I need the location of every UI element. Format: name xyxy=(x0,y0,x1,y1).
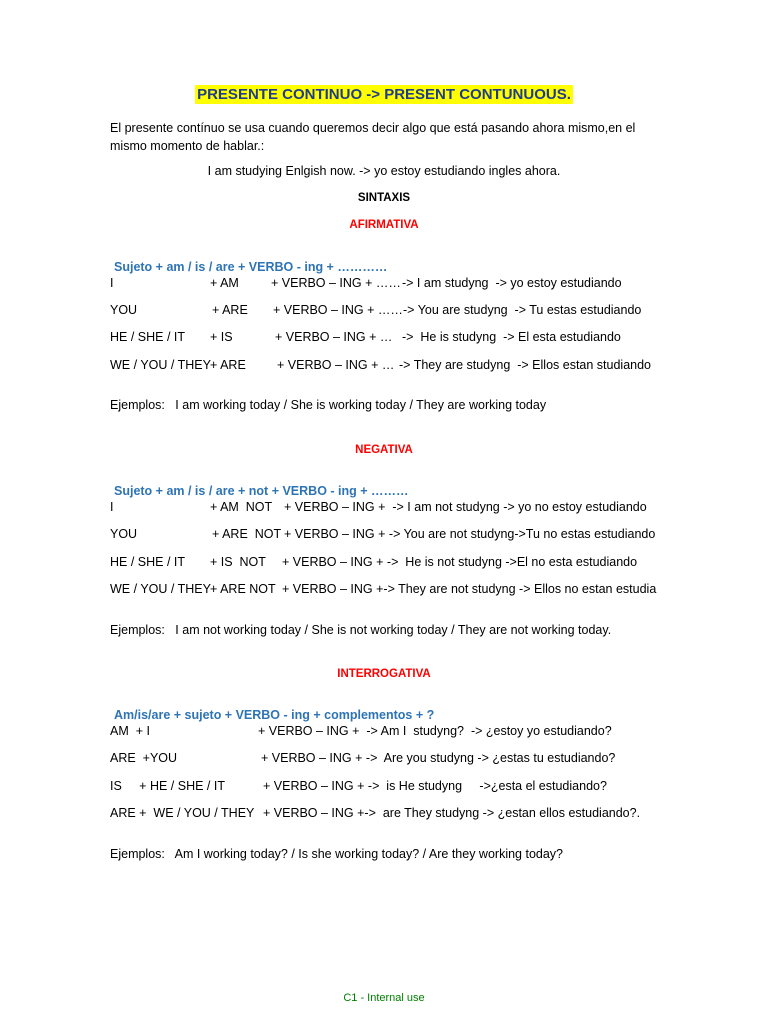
subject: HE / SHE / IT xyxy=(110,330,186,344)
auxiliary: + IS NOT xyxy=(210,555,266,569)
auxiliary-subject: IS + HE / SHE / IT xyxy=(110,779,225,793)
verb-translation: + VERBO – ING + -> is He studyng ->¿esta el estudiando? xyxy=(263,779,607,793)
page-title xyxy=(0,86,768,103)
translation: -> You are studyng -> Tu estas estudiando xyxy=(403,303,642,317)
subject: HE / SHE / IT xyxy=(110,555,186,569)
verb-translation: + VERBO – ING +-> are They studyng -> ¿estan ellos estudiando?. xyxy=(263,806,641,820)
verb-translation: + VERBO – ING + -> Are you studyng -> ¿estas tu estudiando? xyxy=(261,751,616,765)
intro-line-1: El presente contínuo se usa cuando queremos decir algo que está pasando ahora mismo,en el xyxy=(110,121,636,135)
translation: -> I am studyng -> yo estoy estudiando xyxy=(402,276,622,290)
verb-translation: + VERBO – ING + -> You are not studyng->Tu no estas estudiando xyxy=(284,527,656,541)
title-text: PRESENTE CONTINUO -> PRESENT CONTUNUOUS. xyxy=(197,86,571,103)
subject: I xyxy=(110,500,114,514)
subject: I xyxy=(110,276,114,290)
auxiliary: + ARE NOT xyxy=(212,527,282,541)
auxiliary-subject: AM + I xyxy=(110,724,150,738)
subject: YOU xyxy=(110,527,138,541)
auxiliary: + AM NOT xyxy=(210,500,273,514)
sintaxis-heading: SINTAXIS xyxy=(357,192,411,204)
afirmativa-heading: AFIRMATIVA xyxy=(349,219,419,231)
auxiliary: + IS xyxy=(210,330,233,344)
interrogativa-examples: Ejemplos: Am I working today? / Is she working today? / Are they working today? xyxy=(110,847,564,861)
afirmativa-examples: Ejemplos: I am working today / She is working today / They are working today xyxy=(110,398,547,412)
interrogativa-formula: Am/is/are + sujeto + VERBO - ing + complementos + ? xyxy=(114,708,435,722)
intro-line-2: mismo momento de hablar.: xyxy=(110,139,265,153)
verb-translation: + VERBO – ING + -> He is not studyng ->El no esta estudiando xyxy=(282,555,638,569)
negativa-examples: Ejemplos: I am not working today / She is not working today / They are not working today. xyxy=(110,623,612,637)
subject: WE / YOU / THEY xyxy=(110,582,211,596)
negativa-heading: NEGATIVA xyxy=(355,444,413,456)
subject: YOU xyxy=(110,303,138,317)
negativa-formula: Sujeto + am / is / are + not + VERBO - ing + ……… xyxy=(114,484,409,498)
interrogativa-heading: INTERROGATIVA xyxy=(337,668,431,680)
afirmativa-formula: Sujeto + am / is / are + VERBO - ing + ………… xyxy=(114,260,388,274)
translation: -> They are studyng -> Ellos estan studiando xyxy=(399,358,652,372)
verb-part: + VERBO – ING + …… xyxy=(271,276,401,290)
subject: WE / YOU / THEY xyxy=(110,358,211,372)
verb-translation: + VERBO – ING + -> Am I studyng? -> ¿estoy yo estudiando? xyxy=(258,724,612,738)
verb-translation: + VERBO – ING + -> I am not studyng -> yo no estoy estudiando xyxy=(284,500,647,514)
auxiliary: + ARE NOT xyxy=(210,582,276,596)
auxiliary-subject: ARE + WE / YOU / THEY xyxy=(110,806,255,820)
verb-part: + VERBO – ING + …… xyxy=(273,303,403,317)
example-intro: I am studying Enlgish now. -> yo estoy estudiando ingles ahora. xyxy=(207,164,561,178)
auxiliary: + ARE xyxy=(212,303,248,317)
auxiliary-subject: ARE +YOU xyxy=(110,751,178,765)
auxiliary: + AM xyxy=(210,276,239,290)
verb-part: + VERBO – ING + … xyxy=(275,330,393,344)
verb-part: + VERBO – ING + … xyxy=(277,358,395,372)
footer-classification: C1 - Internal use xyxy=(343,992,425,1004)
translation: -> He is studyng -> El esta estudiando xyxy=(402,330,621,344)
auxiliary: + ARE xyxy=(210,358,246,372)
verb-translation: + VERBO – ING +-> They are not studyng -> Ellos no estan estudia xyxy=(282,582,657,596)
